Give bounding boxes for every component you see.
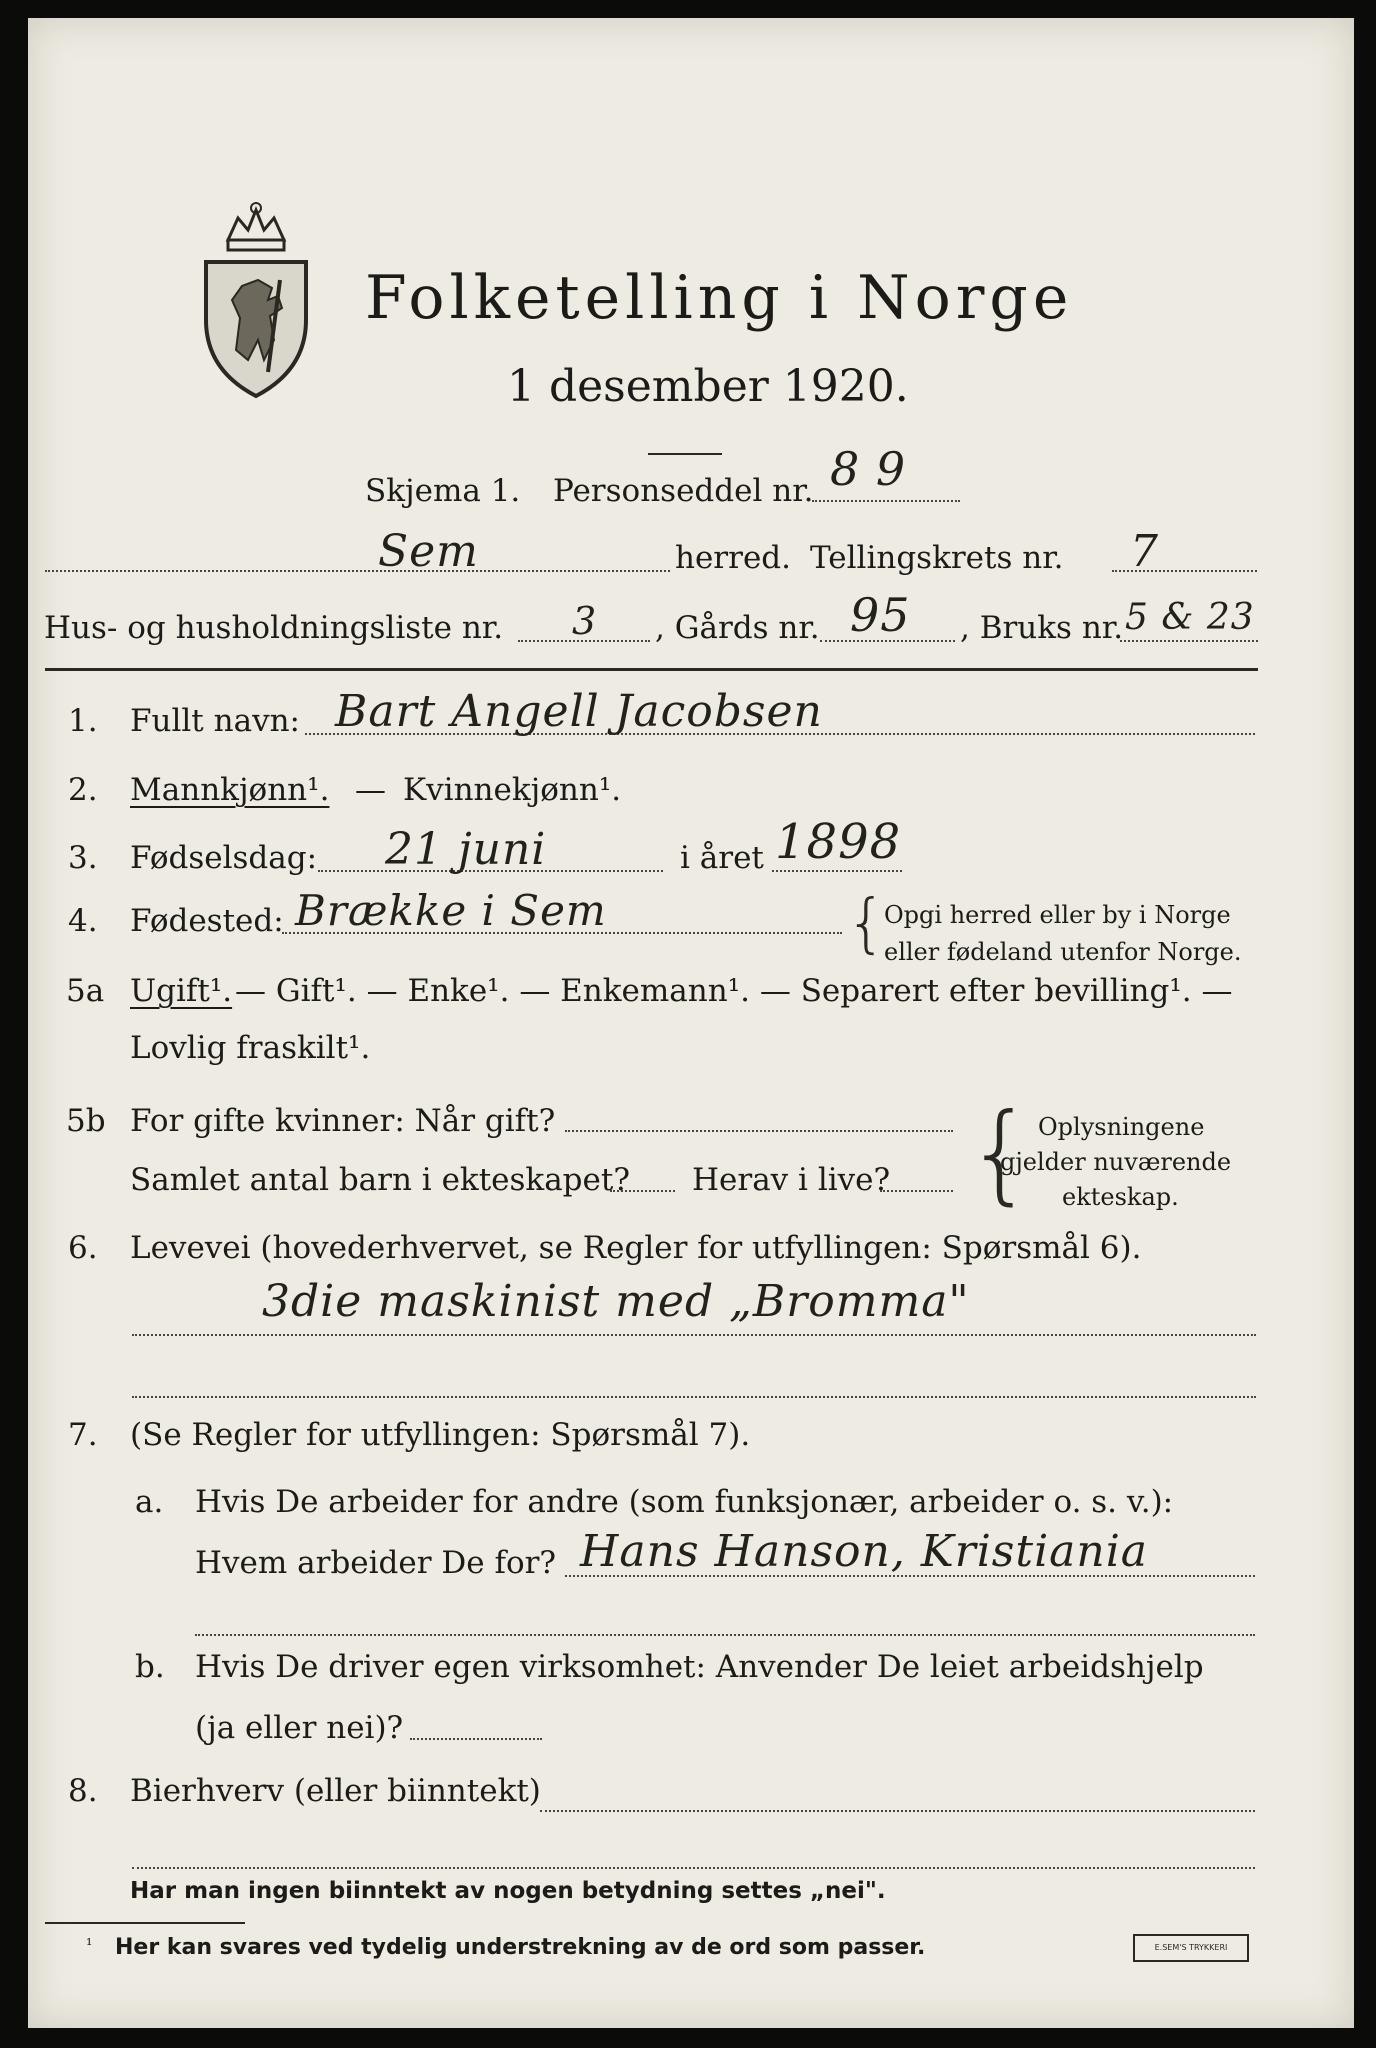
q5a-number: 5a — [66, 973, 105, 1009]
occupation-value: 3die maskinist med „Bromma" — [262, 1276, 970, 1327]
personseddel-label: Personseddel nr. — [553, 473, 814, 509]
divorced-option: Lovlig fraskilt¹. — [130, 1030, 371, 1066]
q4-number: 4. — [68, 903, 98, 939]
gards-label: , Gårds nr. — [655, 610, 820, 646]
tellingskrets-value: 7 — [1130, 526, 1159, 577]
q7-number: 7. — [68, 1417, 98, 1453]
schema-label: Skjema 1. — [365, 473, 521, 509]
form-title: Folketelling i Norge — [365, 263, 1074, 333]
side-income-line-2 — [132, 1867, 1255, 1869]
birthday-value: 21 juni — [385, 824, 547, 875]
female-option: Kvinnekjønn¹. — [403, 772, 622, 808]
husliste-label: Hus- og husholdningsliste nr. — [44, 610, 504, 646]
footnote-divider — [45, 1922, 245, 1924]
married-when-label: For gifte kvinner: Når gift? — [130, 1103, 556, 1139]
occupation-line-2 — [132, 1396, 1256, 1398]
marriage-note-brace: { — [966, 1091, 1035, 1216]
q1-label: Fullt navn: — [130, 703, 300, 739]
bruks-line — [1120, 640, 1258, 642]
birthplace-note-line2: eller fødeland utenfor Norge. — [884, 938, 1242, 966]
tellingskrets-label: Tellingskrets nr. — [810, 540, 1064, 576]
children-count-label: Samlet antal barn i ekteskapet? — [130, 1162, 630, 1198]
q5b-number: 5b — [66, 1103, 106, 1139]
male-option: Mannkjønn¹. — [130, 772, 330, 808]
children-count-line — [610, 1190, 675, 1192]
bruks-value: 5 & 23 — [1125, 597, 1255, 638]
marital-options: — Gift¹. — Enke¹. — Enkemann¹. — Separert efter bevilling¹. — — [235, 973, 1233, 1009]
q8-label: Bierhverv (eller biinntekt) — [130, 1773, 541, 1809]
marriage-note-line1: Oplysningene — [1038, 1113, 1205, 1141]
bruks-label: , Bruks nr. — [960, 610, 1124, 646]
birth-year-value: 1898 — [775, 814, 902, 870]
title-divider — [648, 453, 722, 455]
header-divider — [45, 668, 1258, 671]
employer-value: Hans Hanson, Kristiania — [580, 1526, 1149, 1577]
birthplace-note-brace: { — [846, 887, 887, 961]
footnote-mark: ¹ — [86, 1935, 93, 1954]
q6-label: Levevei (hovederhvervet, se Regler for utfyllingen: Spørsmål 6). — [130, 1230, 1142, 1266]
q3-label: Fødselsdag: — [130, 840, 318, 876]
children-alive-label: Herav i live? — [692, 1162, 891, 1198]
q7a-line2: Hvem arbeider De for? — [195, 1545, 557, 1581]
q7b-line1: Hvis De driver egen virksomhet: Anvender De leiet arbeidshjelp — [195, 1649, 1204, 1685]
q2-number: 2. — [68, 772, 98, 808]
q8-number: 8. — [68, 1773, 98, 1809]
herred-label: herred. — [675, 540, 791, 576]
no-income-note: Har man ingen biinntekt av nogen betydning settes „nei". — [130, 1878, 886, 1904]
gards-value: 95 — [850, 588, 911, 642]
q3-number: 3. — [68, 840, 98, 876]
employer-line-2 — [195, 1634, 1255, 1636]
q1-number: 1. — [68, 703, 98, 739]
birth-year-label: i året — [680, 840, 764, 876]
q7b-line2: (ja eller nei)? — [195, 1710, 404, 1746]
q7-label: (Se Regler for utfyllingen: Spørsmål 7). — [130, 1417, 751, 1453]
q2-separator: — — [355, 772, 386, 808]
full-name-value: Bart Angell Jacobsen — [335, 686, 823, 737]
marriage-note-line3: ekteskap. — [1062, 1183, 1179, 1211]
birthplace-note-line1: Opgi herred eller by i Norge — [884, 901, 1231, 929]
footnote-text: Her kan svares ved tydelig understrekning av de ord som passer. — [115, 1935, 926, 1960]
herred-line — [45, 570, 670, 572]
married-when-line — [565, 1130, 953, 1132]
q4-label: Fødested: — [130, 903, 284, 939]
q7a-line1: Hvis De arbeider for andre (som funksjonær, arbeider o. s. v.): — [195, 1484, 1174, 1520]
coat-of-arms-icon — [198, 200, 314, 400]
side-income-line-1 — [540, 1810, 1255, 1812]
children-alive-line — [880, 1190, 953, 1192]
hired-help-line — [410, 1738, 542, 1740]
marriage-note-line2: gjelder nuværende — [1000, 1148, 1232, 1176]
unmarried-option: Ugift¹. — [130, 973, 233, 1009]
birthplace-value: Brække i Sem — [295, 886, 607, 935]
occupation-line-1 — [132, 1334, 1256, 1336]
q7b-number: b. — [135, 1649, 165, 1685]
husliste-value: 3 — [572, 599, 598, 643]
census-date: 1 desember 1920. — [507, 361, 909, 412]
q7a-number: a. — [135, 1484, 164, 1520]
birth-year-line — [772, 870, 902, 872]
printer-stamp: E.SEM'S TRYKKERI — [1133, 1934, 1249, 1962]
herred-value: Sem — [378, 526, 479, 577]
q6-number: 6. — [68, 1230, 98, 1266]
personseddel-value: 8 9 — [830, 442, 907, 496]
personseddel-line — [812, 500, 960, 502]
